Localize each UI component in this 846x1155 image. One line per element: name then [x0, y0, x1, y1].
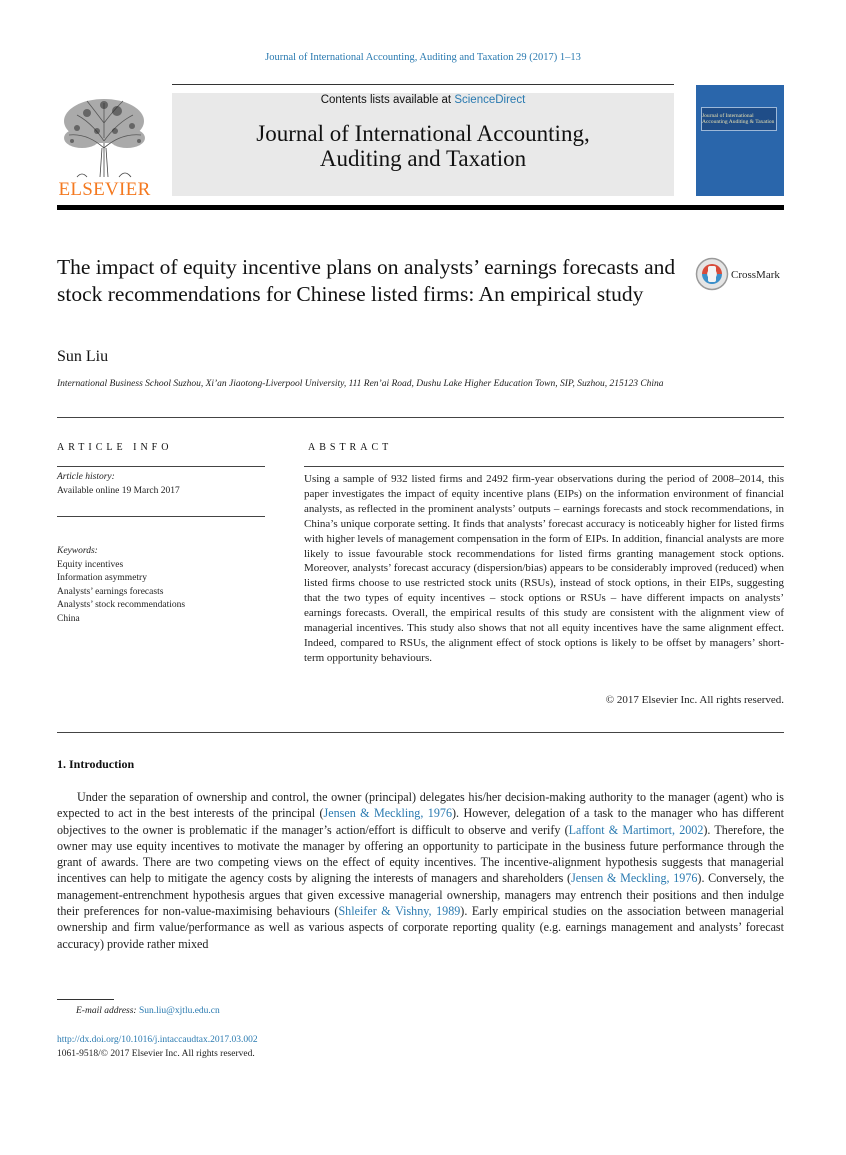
- contents-line: [172, 94, 674, 106]
- issn-copyright: 1061-9518/© 2017 Elsevier Inc. All rights reserved.: [57, 1049, 255, 1059]
- intro-text: ). Conversely, the management-entrenchment hypothesis argues that given excessive managerial ownership, managers may entrench their positions and then indulge their preferences for non-value-maximising behaviours (: [57, 871, 784, 919]
- section-heading-introduction: 1. Introduction: [57, 757, 135, 771]
- keywords-label: Keywords:: [57, 546, 98, 556]
- elsevier-tree-icon: [57, 93, 152, 179]
- article-history: [57, 471, 267, 498]
- journal-citation-link[interactable]: Journal of International Accounting, Auditing and Taxation 29 (2017) 1–13: [265, 52, 581, 63]
- abstract-copyright: © 2017 Elsevier Inc. All rights reserved.: [605, 694, 784, 706]
- article-info-heading: ARTICLE INFO: [57, 442, 173, 453]
- contents-prefix: Contents lists available at: [320, 94, 455, 106]
- abstract-text: Using a sample of 932 listed firms and 2492 firm-year observations during the period of 2008–2014, this paper investigates the impact of equity incentive plans (EIPs) on the information environment of financial analysts, as reflected in the prominent analysts’ outputs – earnings forecasts and stock recommendations, in China’s unique corporate setting. It finds that analysts’ forecast accuracy is noticeably higher for listed firms with higher levels of management compensation in the form of EIPs. In addition, financial analysts are more likely to issue favourable stock recommendations for listed firms granting management stock options. Moreover, analysts’ forecast accuracy (dispersion/bias) appears to be considerably improved (reduced) when listed firms choose to use restricted stock units (RSUs), instead of stock options, in their EIPs, suggesting that the two types of equity incentives – stock options or RSUs – have different impacts on analysts’ earnings forecasts. Overall, the empirical results of this study are consistent with the alignment view of managerial incentives. This study also shows that not all equity incentives have the same alignment effect. Indeed, compared to RSUs, the alignment effect of stock options is likely to be offset by managers’ short-term opportunity behaviours.: [304, 473, 784, 664]
- citation-link[interactable]: Laffont & Martimort, 2002: [568, 822, 704, 837]
- journal-title-line1: Journal of International Accounting,: [256, 121, 590, 146]
- keyword-item: Information asymmetry: [57, 573, 147, 583]
- author-name[interactable]: Sun Liu: [57, 348, 109, 365]
- elsevier-logo: [57, 93, 152, 201]
- journal-title: [172, 121, 674, 171]
- intro-text: Under the separation of ownership and control, the owner (principal) delegates his/her decision-making authority to the manager (agent) who is expected to act in the best interests of the principal (: [57, 790, 784, 821]
- journal-header-box: [172, 93, 674, 196]
- footnote-rule: [57, 999, 114, 1000]
- author-affiliation: International Business School Suzhou, Xi’an Jiaotong-Liverpool University, 111 Ren’ai Road, Dushu Lake Higher Education Town, SIP, Suzhou, 215123 China: [57, 379, 664, 389]
- history-rule: [57, 516, 265, 517]
- email-link[interactable]: Sun.liu@xjtlu.edu.cn: [138, 1006, 220, 1016]
- doi-link[interactable]: http://dx.doi.org/10.1016/j.intaccaudtax.2017.03.002: [57, 1035, 258, 1045]
- keyword-item: Analysts’ stock recommendations: [57, 600, 186, 610]
- sciencedirect-link[interactable]: ScienceDirect: [454, 94, 526, 106]
- intro-text: ). Therefore, the owner may use equity incentives to motivate the manager by offering an opportunity to participate in the business future performance through the grant of awards. There are two competing views on the effect of equity incentives. The incentive-alignment hypothesis suggests that managerial incentives can help to mitigate the agency costs by aligning the interests of managers and shareholders (: [57, 822, 784, 886]
- journal-cover-image[interactable]: [696, 85, 784, 196]
- keyword-item: Analysts’ earnings forecasts: [57, 586, 164, 597]
- crossmark-badge[interactable]: [695, 257, 785, 291]
- intro-text: ). Early empirical studies on the association between managerial ownership and firm value/performance as well as various aspects of corporate reporting quality (e.g. earnings management and analysts’ forecast accuracy) provide rather mixed: [57, 904, 785, 951]
- keywords-block: [57, 545, 267, 626]
- crossmark-label: CrossMark: [731, 269, 780, 281]
- article-title: The impact of equity incentive plans on analysts’ earnings forecasts and stock recommendations for Chinese listed firms: An empirical study: [57, 255, 676, 306]
- citation-link[interactable]: Jensen & Meckling, 1976: [571, 871, 698, 886]
- email-label: E-mail address:: [76, 1006, 137, 1016]
- publisher-name: ELSEVIER: [58, 179, 151, 200]
- history-label: Article history:: [57, 472, 115, 482]
- keyword-item: China: [57, 613, 80, 624]
- cover-title-text: Journal of International Accounting Auditing & Taxation: [702, 113, 775, 125]
- article-info-rule: [57, 466, 265, 467]
- title-divider: [57, 417, 784, 418]
- journal-title-line2: Auditing and Taxation: [319, 146, 527, 171]
- header-divider: [57, 205, 784, 210]
- introduction-paragraph: [57, 789, 784, 952]
- abstract-heading: ABSTRACT: [308, 442, 393, 453]
- citation-link[interactable]: Jensen & Meckling, 1976: [323, 806, 452, 821]
- abstract-rule: [304, 466, 784, 467]
- abstract-bottom-rule: [57, 732, 784, 733]
- header-top-rule: [172, 84, 674, 85]
- intro-text: ). However, delegation of a task to the manager who has different objectives to the owner is problematic if the manager’s action/effort is difficult to observe and verify (: [57, 806, 785, 837]
- keyword-item: Equity incentives: [57, 559, 124, 570]
- history-value: Available online 19 March 2017: [57, 485, 180, 496]
- citation-link[interactable]: Shleifer & Vishny, 1989: [338, 904, 461, 919]
- footnote-email: [76, 1006, 220, 1016]
- crossmark-icon: [695, 257, 729, 291]
